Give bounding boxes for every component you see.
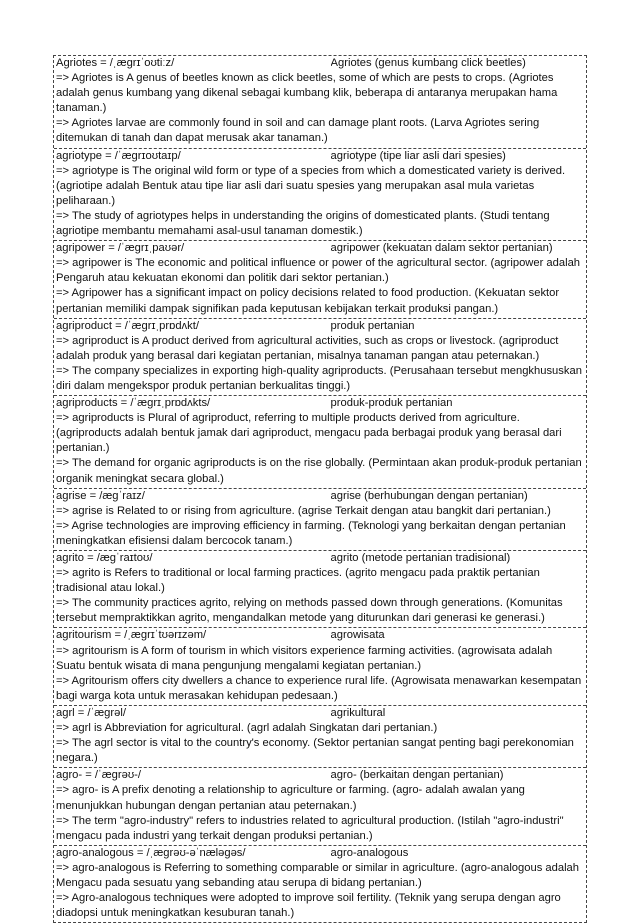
entry-translation: produk pertanian [330, 319, 415, 332]
entry-translation: agripower (kekuatan dalam sektor pertanian) [330, 242, 553, 255]
entry-definition: => agriproduct is A product derived from agricultural activities, such as crops or livestock. (agriproduct adalah produk yang berasal dari kegiatan pertanian, misalnya tanaman pangan atau peternakan.) [56, 334, 559, 362]
entry-example: => The study of agriotypes helps in understanding the origins of domesticated plants. (Studi tentang agriotipe membantu memahami asal-usul tanaman domestik.) [56, 209, 550, 238]
entry-headword: agrito = /æɡˈraɪtoʊ/ [56, 552, 153, 564]
entry [54, 627, 586, 704]
entry-headword: agritourism = /ˌæɡrɪˈtʊərɪzəm/ [56, 629, 207, 642]
entry-header [56, 551, 584, 566]
entry-headword: agripower = /ˈægrɪˌpaʊər/ [56, 242, 185, 255]
entry-translation: agrowisata [330, 629, 385, 642]
entry-example: => The agrl sector is vital to the country's economy. (Sektor pertanian sangat penting bagi perekonomian negara.) [56, 737, 574, 765]
entry-definition: => Agriotes is A genus of beetles known as click beetles, some of which are pests to crops. (Agriotes adalah genus kumbang yang dikenal sebagai kumbang klik, beberapa di antaranya merupakan hama tanaman.) [56, 72, 558, 115]
entry-headword: agriproducts = /ˈægrɪˌprɒdʌkts/ [56, 397, 211, 410]
entry-definition: => agripower is The economic and political influence or power of the agricultural sector. (agripower adalah Pengaruh atau kekuatan ekonomi dan politik dari sektor pertanian.) [56, 257, 581, 285]
entry-translation: agro-analogous [330, 846, 409, 859]
entry-header [56, 319, 584, 334]
entry [54, 240, 586, 317]
entry-translation: produk-produk pertanian [330, 397, 453, 410]
entry-translation: agro- (berkaitan dengan pertanian) [330, 769, 504, 782]
entry-header [56, 396, 584, 411]
entry-example: => Agripower has a significant impact on policy decisions related to food production. (Kekuatan sektor pertanian memiliki dampak signifikan pada keputusan kebijakan terkait produksi pangan.) [56, 287, 560, 315]
entry-example: => Agriotes larvae are commonly found in soil and can damage plant roots. (Larva Agriotes sering ditemukan di tanah dan dapat merusak akar tanaman.) [56, 117, 540, 145]
entry-definition: => agro-analogous is Referring to something comparable or similar in agriculture. (agro-analogous adalah Mengacu pada sesuatu yang sebanding atau serupa di bidang pertanian.) [56, 861, 579, 889]
entry-headword: agro- = /ˈæɡrəʊ-/ [56, 769, 142, 782]
entry-definition: => agriotype is The original wild form or type of a species from which a domesticated variety is derived. (agriotipe adalah Bentuk atau tipe liar asli dari suatu spesies yang merupakan asal mula varietas peliharaan.) [56, 164, 566, 207]
entry-header [56, 489, 584, 504]
entry [54, 550, 586, 627]
entry-header [56, 768, 584, 783]
entry-headword: agrl = /ˈæɡrəl/ [56, 706, 126, 719]
entry [54, 56, 586, 148]
entry [54, 488, 586, 550]
entry [54, 705, 586, 767]
entry-headword: agriotype = /ˈægrɪoʊtaɪp/ [56, 149, 181, 162]
entry [54, 395, 586, 488]
entry-headword: agriproduct = /ˈægrɪˌprɒdʌkt/ [56, 319, 199, 332]
entry-header [56, 706, 584, 721]
entry-definition: => agriproducts is Plural of agriproduct, referring to multiple products derived from agriculture. (agriproducts adalah bentuk jamak dari agriproduct, mengacu pada berbagai produk yang berasal dari pertanian.) [56, 412, 562, 455]
entry-definition: => agro- is A prefix denoting a relationship to agriculture or farming. (agro- adalah awalan yang menunjukkan hubungan dengan pertanian atau peternakan.) [56, 784, 525, 812]
entry-header [56, 241, 584, 256]
entry-header [56, 56, 584, 71]
entry [54, 148, 586, 241]
entry [54, 845, 586, 922]
entry-headword: agro-analogous = /ˌæɡrəʊ-əˈnæləɡəs/ [56, 846, 246, 859]
entry-example: => Agro-analogous techniques were adopted to improve soil fertility. (Teknik yang serupa dengan agro diadopsi untuk meningkatkan kesuburan tanah.) [56, 892, 561, 920]
entry-translation: agriotype (tipe liar asli dari spesies) [330, 149, 506, 162]
entry-example: => The company specializes in exporting high-quality agriproducts. (Perusahaan tersebut mengkhususkan diri dalam mengekspor produk pertanian berkualitas tinggi.) [56, 364, 582, 392]
entry-translation: agrise (berhubungan dengan pertanian) [330, 489, 528, 502]
entry-definition: => agrl is Abbreviation for agricultural. (agrl adalah Singkatan dari pertanian.) [56, 722, 438, 735]
entry-translation: agrikultural [330, 706, 386, 719]
entry-header [56, 846, 584, 861]
dictionary-entries [53, 55, 587, 923]
entry-example: => The demand for organic agriproducts is on the rise globally. (Permintaan akan produk-produk pertanian organik meningkat secara global.) [56, 457, 582, 485]
entry-example: => Agritourism offers city dwellers a chance to experience rural life. (Agrowisata menawarkan kesempatan bagi warga kota untuk merasakan kehidupan pedesaan.) [56, 674, 582, 702]
entry-definition: => agrise is Related to or rising from agriculture. (agrise Terkait dengan atau bangkit dari pertanian.) [56, 504, 551, 517]
entry-header [56, 628, 584, 643]
entry-example: => Agrise technologies are improving efficiency in farming. (Teknologi yang berkaitan dengan pertanian meningkatkan efisiensi dalam bercocok tanam.) [56, 519, 566, 547]
entry [54, 767, 586, 844]
entry-definition: => agrito is Refers to traditional or local farming practices. (agrito mengacu pada praktik pertanian tradisional atau lokal.) [56, 567, 540, 595]
entry-header [56, 149, 584, 164]
entry-definition: => agritourism is A form of tourism in which visitors experience farming activities. (agrowisata adalah Suatu bentuk wisata di mana pengunjung mengalami kegiatan pertanian.) [56, 644, 553, 672]
entry-example: => The term "agro-industry" refers to industries related to agricultural production. (Istilah "agro-industri" mengacu pada industri yang terkait dengan produksi pertanian.) [56, 814, 564, 842]
entry-translation: Agriotes (genus kumbang click beetles) [330, 57, 526, 69]
entry-headword: agrise = /æɡˈraɪz/ [56, 489, 145, 502]
entry-headword: Agriotes = /ˌægrɪˈoʊtiːz/ [56, 57, 175, 69]
entry-translation: agrito (metode pertanian tradisional) [330, 552, 511, 564]
entry-example: => The community practices agrito, relying on methods passed down through generations. (Komunitas tersebut mempraktikkan agrito, mengandalkan metode yang diturunkan dari generasi ke generasi.) [56, 597, 563, 625]
entry [54, 318, 586, 395]
